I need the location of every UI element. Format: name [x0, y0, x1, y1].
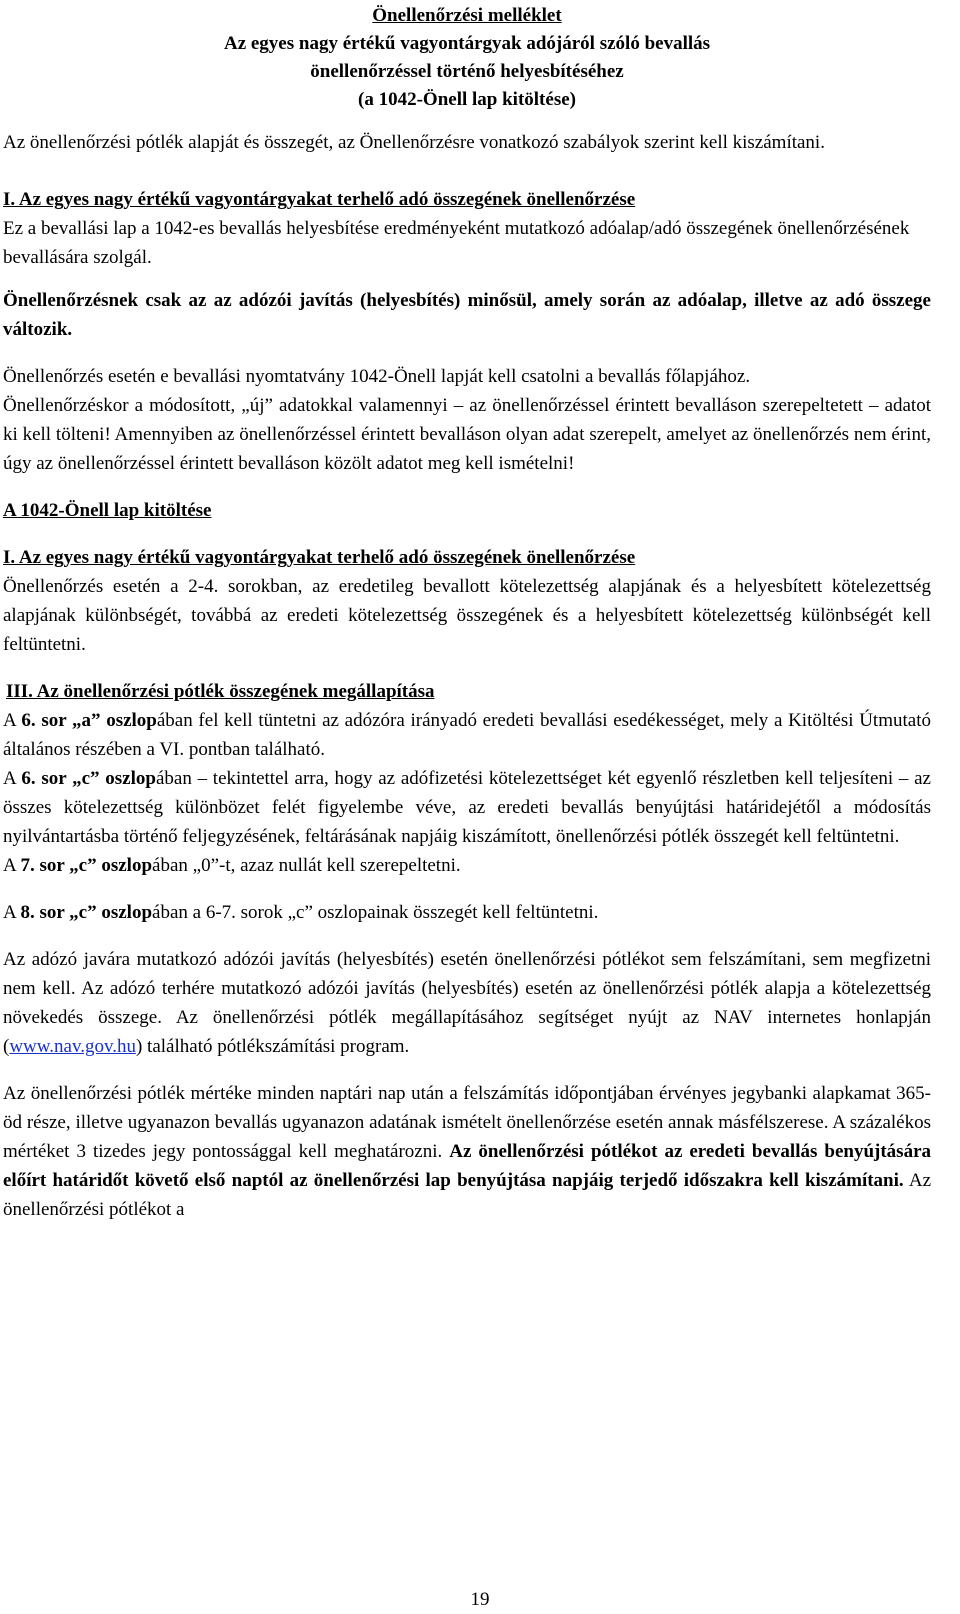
page-number: 19: [470, 1589, 490, 1610]
surcharge-rate-paragraph: Az önellenőrzési pótlék mértéke minden naptári nap után a felszámítás időpontjában érvényes jegybanki alapkamat 365-öd része, illetve ugyanazon bevallás ugyanazon adatának ismételt önellenőrzése esetén annak másfélszerese. A százalékos mértéket 3 tizedes jegy pontossággal kell meghatározni. Az önellenőrzési pótlékot az eredeti bevallás benyújtására előírt határidőt követő első naptól az önellenőrzési lap benyújtása napjáig terjedő időszakra kell kiszámítani. Az önellenőrzési pótlékot a: [3, 1083, 931, 1220]
title-line-2: Az egyes nagy értékű vagyontárgyak adójáról szóló bevallás: [223, 33, 711, 54]
surcharge-period-bold: Az önellenőrzési pótlékot az eredeti bevallás benyújtására előírt határidőt követő első naptól az önellenőrzési lap benyújtása napjáig terjedő időszakra kell kiszámítani.: [3, 1141, 931, 1191]
section-1-bold-note: Önellenőrzésnek csak az az adózói javítás (helyesbítés) minősül, amely során az adóalap, illetve az adó összege változik.: [3, 290, 931, 340]
document-content: [3, 2, 931, 1224]
row-8-label: 8. sor „c” oszlop: [20, 902, 153, 923]
section-1-paragraph-1: Önellenőrzés esetén e bevallási nyomtatvány 1042-Önell lapját kell csatolni a bevallás főlapjához.: [3, 366, 751, 387]
document-title: [3, 2, 931, 114]
taxpayer-correction-paragraph: Az adózó javára mutatkozó adózói javítás (helyesbítés) esetén önellenőrzési pótlékot sem felszámítani, sem megfizetni nem kell. Az adózó terhére mutatkozó adózói javítás (helyesbítés) esetén az önellenőrzési pótlék alapja a kötelezettség növekedés összege. Az önellenőrzési pótlék megállapításához segítséget nyújt az NAV internetes honlapján (www.nav.gov.hu) található pótlékszámítási program.: [3, 949, 931, 1057]
row-8-paragraph: A 8. sor „c” oszlopában a 6-7. sorok „c” oszlopainak összegét kell feltüntetni.: [3, 902, 599, 923]
section-1-heading: I. Az egyes nagy értékű vagyontárgyakat terhelő adó összegének önellenőrzése: [3, 189, 636, 210]
row-7-label: 7. sor „c” oszlop: [20, 855, 153, 876]
section-1b-text: Önellenőrzés esetén a 2-4. sorokban, az eredetileg bevallott kötelezettség alapjának és a helyesbített kötelezettség alapjának különbségét, továbbá az eredeti kötelezettség összegének és a helyesbített kötelezettség különbségét kell feltüntetni.: [3, 576, 931, 655]
fill-instructions-heading: A 1042-Önell lap kitöltése: [3, 500, 212, 521]
title-line-4: (a 1042-Önell lap kitöltése): [358, 89, 576, 110]
title-line-1: Önellenőrzési melléklet: [372, 5, 562, 26]
nav-website-link[interactable]: www.nav.gov.hu: [9, 1036, 136, 1057]
row-6a-label: 6. sor „a” oszlop: [21, 710, 157, 731]
title-line-3: önellenőrzéssel történő helyesbítéséhez: [310, 61, 624, 82]
row-6c-label: 6. sor „c” oszlop: [21, 768, 156, 789]
intro-paragraph: Az önellenőrzési pótlék alapját és összegét, az Önellenőrzésre vonatkozó szabályok szerint kell kiszámítani.: [3, 132, 825, 153]
row-7-paragraph: A 7. sor „c” oszlopában „0”-t, azaz nullát kell szerepeltetni.: [3, 855, 461, 876]
section-3-heading: III. Az önellenőrzési pótlék összegének megállapítása: [6, 681, 435, 702]
row-6a-paragraph: A 6. sor „a” oszlopában fel kell tüntetni az adózóra irányadó eredeti bevallási esedékességet, mely a Kitöltési Útmutató általános részében a VI. pontban található.: [3, 710, 931, 760]
section-1b-heading: I. Az egyes nagy értékű vagyontárgyakat terhelő adó összegének önellenőrzése: [3, 547, 636, 568]
row-6c-paragraph: A 6. sor „c” oszlopában – tekintettel arra, hogy az adófizetési kötelezettséget két egyenlő részletben kell teljesíteni – az összes kötelezettség különbözet felét figyelembe véve, az eredeti bevallás benyújtási határidejétől a módosítás nyilvántartásba történő feljegyzésének, feltárásának napjáig kiszámított, önellenőrzési pótlék összegét kell feltüntetni.: [3, 768, 931, 847]
section-1-paragraph-2: Önellenőrzéskor a módosított, „új” adatokkal valamennyi – az önellenőrzéssel érintett bevalláson szerepeltetett – adatot ki kell tölteni! Amennyiben az önellenőrzéssel érintett bevalláson olyan adat szerepelt, amelyet az önellenőrzés nem érint, úgy az önellenőrzéssel érintett bevalláson közölt adatot meg kell ismételni!: [3, 395, 931, 474]
section-1-text: Ez a bevallási lap a 1042-es bevallás helyesbítése eredményeként mutatkozó adóalap/adó összegének önellenőrzésének bevallására szolgál.: [3, 218, 910, 268]
